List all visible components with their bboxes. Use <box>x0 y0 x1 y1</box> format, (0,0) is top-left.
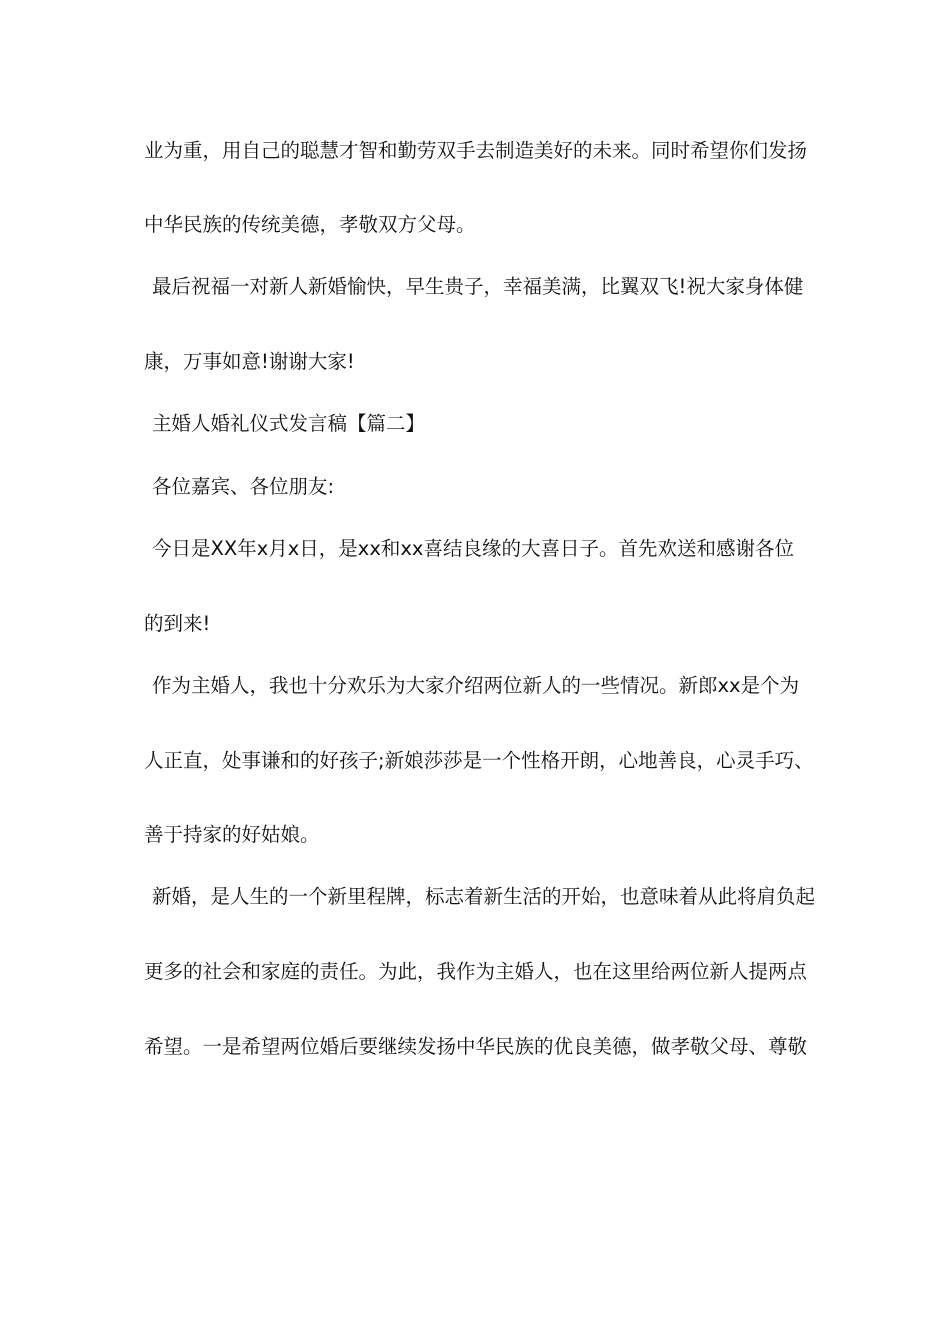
paragraph-line-4: 康，万事如意!谢谢大家! <box>144 350 355 373</box>
paragraph-line-2: 中华民族的传统美德，孝敬双方父母。 <box>144 213 476 236</box>
paragraph-line-13: 更多的社会和家庭的责任。为此，我作为主婚人，也在这里给两位新人提两点 <box>144 960 808 983</box>
paragraph-line-3: 最后祝福一对新人新婚愉快，早生贵子，幸福美满，比翼双飞!祝大家身体健 <box>152 275 804 298</box>
paragraph-line-12: 新婚，是人生的一个新里程牌，标志着新生活的开始，也意味着从此将肩负起 <box>152 885 816 908</box>
paragraph-line-9: 作为主婚人，我也十分欢乐为大家介绍两位新人的一些情况。新郎xx是个为 <box>152 674 800 697</box>
salutation: 各位嘉宾、各位朋友: <box>152 475 335 498</box>
paragraph-line-7: 今日是XX年x月x日，是xx和xx喜结良缘的大喜日子。首先欢送和感谢各位 <box>152 537 794 560</box>
section-heading: 主婚人婚礼仪式发言稿【篇二】 <box>152 412 426 435</box>
paragraph-line-10: 人正直，处事谦和的好孩子;新娘莎莎是一个性格开朗，心地善良，心灵手巧、 <box>144 749 814 772</box>
paragraph-line-11: 善于持家的好姑娘。 <box>144 823 320 846</box>
paragraph-line-8: 的到来! <box>144 612 211 635</box>
paragraph-line-14: 希望。一是希望两位婚后要继续发扬中华民族的优良美德，做孝敬父母、尊敬 <box>144 1035 808 1058</box>
paragraph-line-1: 业为重，用自己的聪慧才智和勤劳双手去制造美好的未来。同时希望你们发扬 <box>144 139 808 162</box>
